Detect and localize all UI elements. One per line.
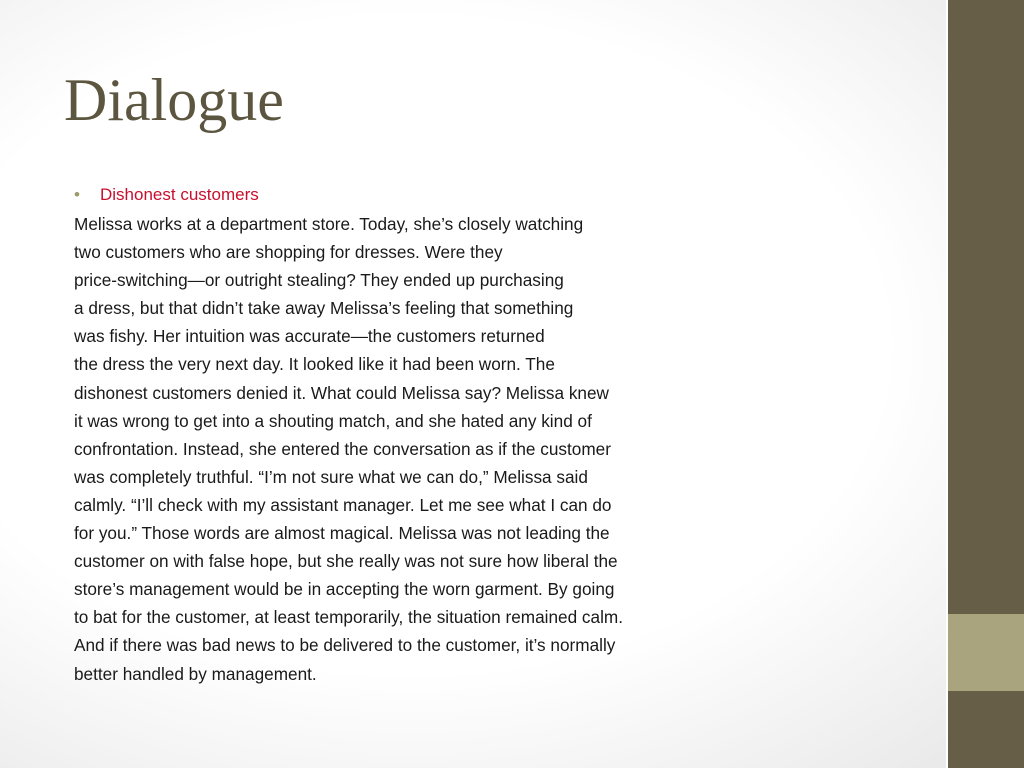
body-line: dishonest customers denied it. What could Melissa say? Melissa knew	[74, 382, 609, 403]
bullet-heading: Dishonest customers	[100, 185, 259, 204]
slide-title: Dialogue	[64, 67, 284, 133]
body-line: And if there was bad news to be delivered to the customer, it’s normally	[74, 635, 616, 656]
body-line: better handled by management.	[74, 663, 317, 684]
body-line: to bat for the customer, at least temporarily, the situation remained calm.	[74, 607, 623, 628]
sidebar-bar-accent	[948, 614, 1024, 691]
sidebar-bar-top	[948, 0, 1024, 614]
body-line: for you.” Those words are almost magical. Melissa was not leading the	[74, 523, 610, 544]
body-line: customer on with false hope, but she really was not sure how liberal the	[74, 551, 618, 572]
body-line: Melissa works at a department store. Today, she’s closely watching	[74, 214, 584, 234]
body-line: calmly. “I’ll check with my assistant manager. Let me see what I can do	[74, 494, 612, 515]
bullet-item	[74, 182, 259, 208]
body-line: store’s management would be in accepting the worn garment. By going	[74, 579, 615, 600]
body-line: it was wrong to get into a shouting match, and she hated any kind of	[74, 410, 592, 431]
body-line: the dress the very next day. It looked like it had been worn. The	[74, 354, 555, 375]
body-line: was fishy. Her intuition was accurate—the customers returned	[74, 326, 545, 347]
bullet-marker: •	[74, 185, 80, 204]
sidebar-bar-bottom	[948, 691, 1024, 768]
body-line: a dress, but that didn’t take away Melissa’s feeling that something	[74, 298, 574, 319]
body-line: price-switching—or outright stealing? They ended up purchasing	[74, 270, 564, 291]
body-line: was completely truthful. “I’m not sure what we can do,” Melissa said	[74, 466, 588, 487]
body-paragraph	[74, 210, 934, 688]
body-line: confrontation. Instead, she entered the conversation as if the customer	[74, 438, 611, 459]
body-line: two customers who are shopping for dresses. Were they	[74, 242, 503, 263]
